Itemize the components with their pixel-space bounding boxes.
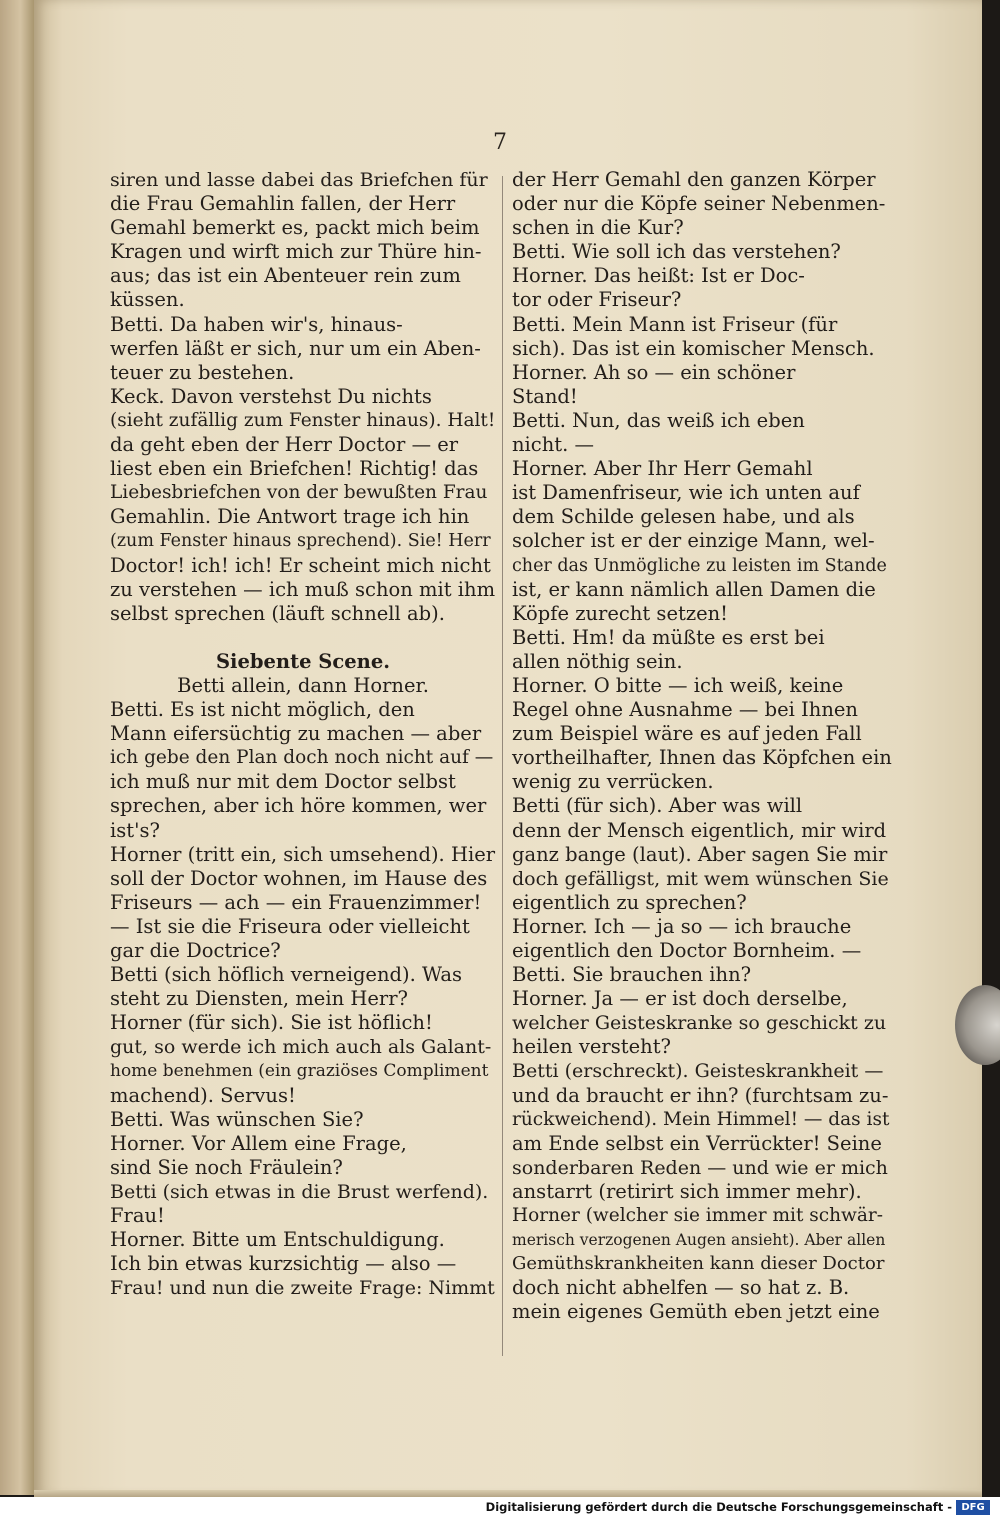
text-line: Stand! — [512, 384, 578, 408]
text-line: Gemahl bemerkt es, packt mich beim — [110, 216, 480, 240]
text-line: doch gefälligst, mit wem wünschen Sie — [512, 867, 889, 890]
text-line: Betti. Wie soll ich das verstehen? — [512, 240, 841, 264]
text-line: Betti. Da haben wir's, hinaus- — [110, 312, 403, 336]
text-line: nicht. — — [512, 433, 595, 457]
text-line: Köpfe zurecht setzen! — [512, 601, 729, 625]
text-line: Horner (tritt ein, sich umsehend). Hier — [110, 842, 496, 866]
text-line: mein eigenes Gemüth eben jetzt eine — [512, 1300, 880, 1324]
text-line: Ich bin etwas kurzsichtig — also — — [110, 1252, 457, 1276]
text-line: cher das Unmögliche zu leisten im Stande — [512, 555, 887, 576]
text-line: Betti. Was wünschen Sie? — [110, 1107, 364, 1131]
text-line: küssen. — [110, 288, 185, 312]
text-line: gut, so werde ich mich auch als Galant- — [110, 1036, 492, 1059]
text-line: solcher ist er der einzige Mann, wel- — [512, 529, 875, 553]
dfg-logo: DFG — [956, 1500, 990, 1515]
text-line: Horner. Aber Ihr Herr Gemahl — [512, 457, 813, 481]
text-line: ich gebe den Plan doch noch nicht auf — — [110, 747, 494, 769]
previous-page-edge — [0, 0, 34, 1495]
text-line: werfen läßt er sich, nur um ein Aben- — [110, 336, 481, 360]
text-line: Horner. Ich — ja so — ich brauche — [512, 914, 852, 938]
text-line: merisch verzogenen Augen ansieht). Aber allen — [512, 1231, 886, 1250]
text-line: zum Beispiel wäre es auf jeden Fall — [512, 722, 862, 746]
text-line: aus; das ist ein Abenteuer rein zum — [110, 264, 461, 288]
spacer — [110, 626, 496, 650]
left-text-column — [110, 168, 496, 1300]
text-line: soll der Doctor wohnen, im Hause des — [110, 866, 488, 890]
text-line: tor oder Friseur? — [512, 288, 682, 312]
text-line: machend). Servus! — [110, 1083, 296, 1107]
page-bottom-edge — [34, 1490, 982, 1497]
text-line: der Herr Gemahl den ganzen Körper — [512, 168, 876, 191]
text-line: da geht eben der Herr Doctor — er — [110, 433, 459, 457]
text-line: Betti. Sie brauchen ihn? — [512, 963, 752, 987]
text-line: — Ist sie die Friseura oder vielleicht — [110, 914, 470, 938]
text-line: schen in die Kur? — [512, 216, 684, 240]
text-line: eigentlich zu sprechen? — [512, 890, 747, 914]
text-line: teuer zu bestehen. — [110, 360, 295, 384]
text-line: sind Sie noch Fräulein? — [110, 1155, 343, 1179]
text-line: Horner (für sich). Sie ist höflich! — [110, 1011, 433, 1035]
text-line: Betti. Mein Mann ist Friseur (für — [512, 312, 838, 336]
text-line: sprechen, aber ich höre kommen, wer — [110, 794, 487, 818]
text-line: Horner. Ja — er ist doch derselbe, — [512, 987, 848, 1011]
text-line: Kragen und wirft mich zur Thüre hin- — [110, 240, 482, 264]
text-line: dem Schilde gelesen habe, und als — [512, 505, 855, 529]
text-line: selbst sprechen (läuft schnell ab). — [110, 601, 445, 625]
text-line: Gemahlin. Die Antwort trage ich hin — [110, 505, 470, 529]
text-line: Keck. Davon verstehst Du nichts — [110, 384, 432, 408]
scene-heading: Siebente Scene. — [215, 649, 391, 673]
text-line: allen nöthig sein. — [512, 649, 683, 673]
text-line: Horner. O bitte — ich weiß, keine — [512, 673, 844, 697]
text-line: und da braucht er ihn? (furchtsam zu- — [512, 1083, 889, 1107]
text-line: die Frau Gemahlin fallen, der Herr — [110, 192, 456, 216]
text-line: home benehmen (ein graziöses Compliment — [110, 1061, 489, 1082]
text-line: vortheilhafter, Ihnen das Köpfchen ein — [512, 746, 892, 770]
text-line: eigentlich den Doctor Bornheim. — — [512, 939, 862, 962]
text-line: Betti (sich etwas in die Brust werfend). — [110, 1180, 489, 1203]
text-line: Gemüthskrankheiten kann dieser Doctor — [512, 1253, 885, 1275]
text-line: wenig zu verrücken. — [512, 770, 714, 794]
page-number: 7 — [493, 130, 507, 155]
text-line: ist's? — [110, 818, 160, 842]
text-line: sonderbaren Reden — und wie er mich — [512, 1156, 888, 1179]
text-line: Betti (sich höflich verneigend). Was — [110, 963, 462, 987]
text-line: ich muß nur mit dem Doctor selbst — [110, 770, 456, 794]
text-line: zu verstehen — ich muß schon mit ihm — [110, 577, 496, 601]
text-line: Mann eifersüchtig zu machen — aber — [110, 722, 482, 746]
text-line: siren und lasse dabei das Briefchen für — [110, 169, 488, 191]
text-line: ist Damenfriseur, wie ich unten auf — [512, 481, 860, 505]
text-line: Doctor! ich! ich! Er scheint mich nicht — [110, 553, 491, 577]
text-line: denn der Mensch eigentlich, mir wird — [512, 818, 887, 842]
text-line: Betti (erschreckt). Geisteskrankheit — — [512, 1060, 884, 1083]
text-line: Frau! und nun die zweite Frage: Nimmt — [110, 1277, 495, 1300]
text-line: steht zu Diensten, mein Herr? — [110, 987, 408, 1011]
text-line: heilen versteht? — [512, 1035, 671, 1059]
text-line: Friseurs — ach — ein Frauenzimmer! — [110, 890, 482, 914]
text-line: Betti. Es ist nicht möglich, den — [110, 698, 415, 722]
text-line: Frau! — [110, 1204, 165, 1228]
text-line: liest eben ein Briefchen! Richtig! das — [110, 457, 479, 481]
text-line: Betti (für sich). Aber was will — [512, 794, 803, 818]
text-line: (zum Fenster hinaus sprechend). Sie! Herr — [110, 531, 491, 552]
text-line: Horner. Das heißt: Ist er Doc- — [512, 264, 805, 288]
text-line: doch nicht abhelfen — so hat z. B. — [512, 1276, 850, 1300]
text-line: gar die Doctrice? — [110, 939, 281, 962]
text-line: rückweichend). Mein Himmel! — das ist — [512, 1108, 890, 1130]
text-line: (sieht zufällig zum Fenster hinaus). Halt! — [110, 409, 496, 431]
digitization-footer — [0, 1497, 1000, 1519]
text-line: Horner. Ah so — ein schöner — [512, 360, 796, 384]
text-line: oder nur die Köpfe seiner Nebenmen- — [512, 192, 886, 216]
text-line: Betti. Nun, das weiß ich eben — [512, 408, 805, 432]
right-text-column — [512, 168, 892, 1325]
text-line: Horner (welcher sie immer mit schwär- — [512, 1205, 883, 1227]
column-divider — [502, 176, 503, 1356]
text-line: ist, er kann nämlich allen Damen die — [512, 577, 876, 601]
text-line: anstarrt (retirirt sich immer mehr). — [512, 1179, 862, 1203]
text-line: Horner. Bitte um Entschuldigung. — [110, 1228, 445, 1252]
text-line: Regel ohne Ausnahme — bei Ihnen — [512, 698, 858, 722]
text-line: Betti. Hm! da müßte es erst bei — [512, 625, 825, 649]
text-line: am Ende selbst ein Verrückter! Seine — [512, 1131, 882, 1155]
text-line: welcher Geisteskranke so geschickt zu — [512, 1012, 887, 1035]
footer-credit: Digitalisierung gefördert durch die Deutsche Forschungsgemeinschaft - — [485, 1500, 952, 1514]
text-line: ganz bange (laut). Aber sagen Sie mir — [512, 842, 888, 866]
scene-persons: Betti allein, dann Horner. — [177, 673, 429, 697]
text-line: Horner. Vor Allem eine Frage, — [110, 1131, 407, 1155]
text-line: sich). Das ist ein komischer Mensch. — [512, 336, 875, 360]
text-line: Liebesbriefchen von der bewußten Frau — [110, 482, 488, 504]
